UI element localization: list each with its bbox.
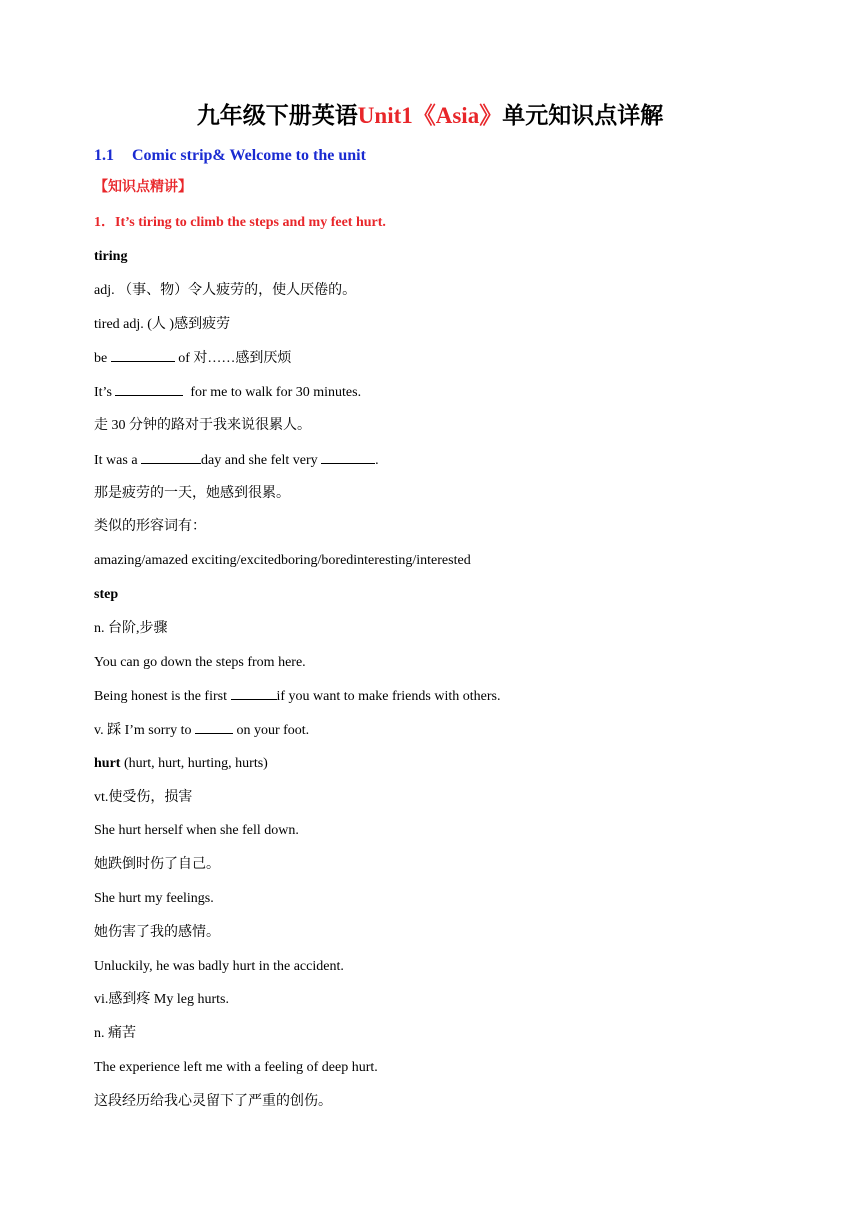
itwas-part-a: It was a (94, 453, 138, 468)
hurt-vt-definition: vt.使受伤，损害 (94, 790, 193, 805)
hurt-forms: (hurt, hurt, hurting, hurts) (120, 756, 268, 771)
itwas-part-b: day and she felt very (201, 453, 318, 468)
it-was-translation: 那是疲劳的一天，她感到很累。 (94, 486, 290, 501)
hurt-example-2: She hurt my feelings. (94, 891, 214, 906)
fill-blank (111, 347, 175, 362)
similar-adjectives-label: 类似的形容词有： (94, 519, 206, 534)
word-hurt: hurt (94, 756, 121, 771)
hurt-example-4: The experience left me with a feeling of deep hurt. (94, 1060, 378, 1075)
step-example-1: You can go down the steps from here. (94, 655, 306, 670)
step-ex2-part-a: Being honest is the first (94, 689, 227, 704)
itwas-part-c: . (375, 453, 379, 468)
title-prefix: 九年级下册英语 (196, 103, 358, 128)
fill-blank (115, 381, 183, 396)
knowledge-tag: 【知识点精讲】 (94, 180, 192, 195)
hurt-example-1-translation: 她跌倒时伤了自己。 (94, 857, 220, 872)
fill-blank (231, 685, 277, 700)
word-hurt-line (94, 753, 268, 775)
title-suffix: 单元知识点详解 (502, 103, 664, 128)
step-ex2-part-b: if you want to make friends with others. (276, 689, 501, 704)
tired-definition: tired adj. (人 )感到疲劳 (94, 317, 231, 332)
its-tiring-example (94, 381, 361, 404)
similar-adjectives-list: amazing/amazed exciting/excitedboring/boredinteresting/interested (94, 553, 471, 568)
page-title (0, 100, 860, 132)
word-tiring: tiring (94, 249, 128, 264)
section-heading (94, 144, 366, 168)
step-noun-definition: n. 台阶,步骤 (94, 621, 168, 636)
fill-blank (195, 719, 233, 734)
tiring-definition: adj. （事、物）令人疲劳的，使人厌倦的。 (94, 283, 357, 298)
hurt-vi-definition: vi.感到疼 My leg hurts. (94, 992, 229, 1007)
hurt-example-3: Unluckily, he was badly hurt in the accident. (94, 959, 344, 974)
its-tiring-translation: 走 30 分钟的路对于我来说很累人。 (94, 418, 311, 433)
section-text: Comic strip& Welcome to the unit (132, 147, 366, 164)
fill-blank (321, 449, 375, 464)
step-verb-example (94, 719, 309, 742)
hurt-noun-definition: n. 痛苦 (94, 1026, 136, 1041)
its-part-b: for me to walk for 30 minutes. (190, 385, 362, 400)
section-number: 1.1 (94, 147, 114, 164)
hurt-example-1: She hurt herself when she fell down. (94, 823, 299, 838)
title-unit: Unit1《Asia》 (357, 103, 503, 128)
step-v-part-b: on your foot. (236, 723, 310, 738)
step-example-2 (94, 685, 500, 708)
hurt-example-2-translation: 她伤害了我的感情。 (94, 925, 220, 940)
be-of-part-a: be (94, 351, 108, 366)
fill-blank (141, 449, 201, 464)
point-1-sentence: 1．It’s tiring to climb the steps and my feet hurt. (94, 215, 386, 230)
word-step: step (94, 587, 119, 602)
it-was-example (94, 449, 379, 472)
be-of-part-b: of 对……感到厌烦 (178, 351, 292, 366)
its-part-a: It’s (94, 385, 112, 400)
hurt-example-4-translation: 这段经历给我心灵留下了严重的创伤。 (94, 1094, 332, 1109)
be-of-phrase (94, 347, 291, 370)
step-v-part-a: v. 踩 I’m sorry to (94, 723, 192, 738)
